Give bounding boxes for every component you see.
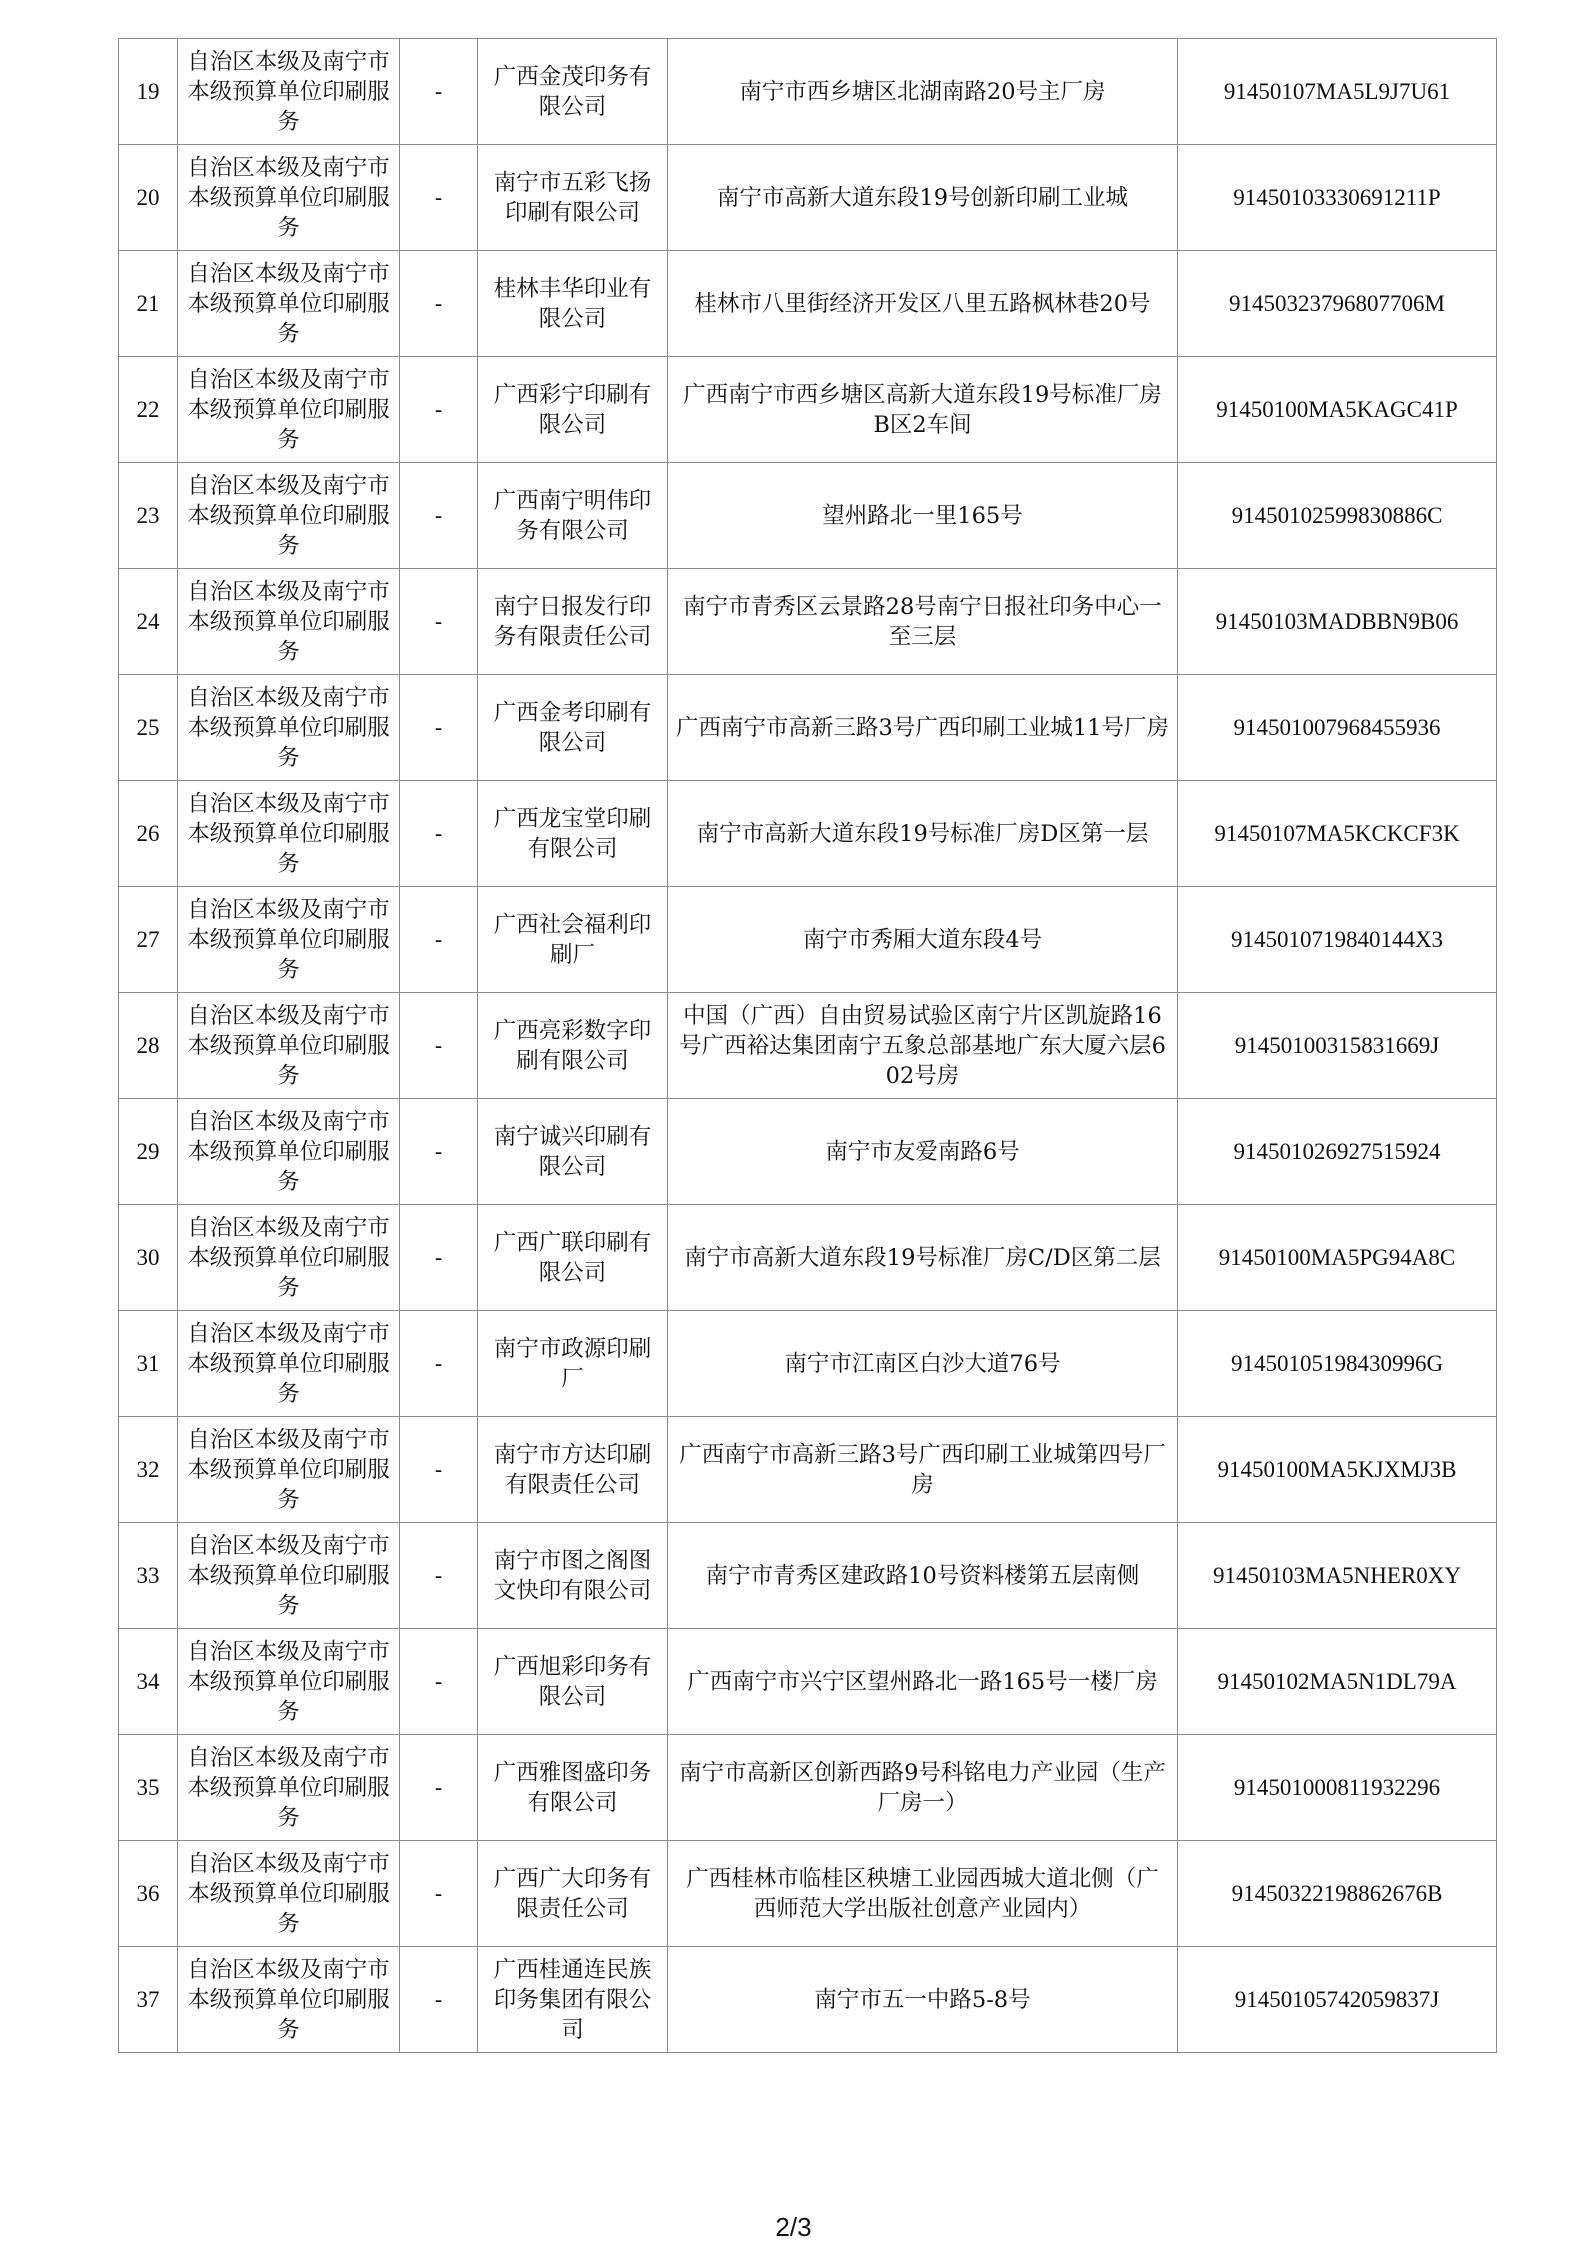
cell-address: 中国（广西）自由贸易试验区南宁片区凯旋路16号广西裕达集团南宁五象总部基地广东大厦六层602号房 [668, 993, 1178, 1099]
cell-credit-code: 91450100MA5PG94A8C [1178, 1205, 1497, 1311]
cell-subitem: - [400, 1099, 478, 1205]
cell-supplier-name: 南宁诚兴印刷有限公司 [478, 1099, 668, 1205]
cell-supplier-name: 南宁市图之阁图文快印有限公司 [478, 1523, 668, 1629]
cell-credit-code: 914501000811932296 [1178, 1735, 1497, 1841]
cell-seq-number: 31 [119, 1311, 178, 1417]
cell-credit-code: 91450103330691211P [1178, 145, 1497, 251]
cell-project-name: 自治区本级及南宁市本级预算单位印刷服务 [178, 887, 400, 993]
cell-seq-number: 24 [119, 569, 178, 675]
cell-credit-code: 914501007968455936 [1178, 675, 1497, 781]
cell-seq-number: 30 [119, 1205, 178, 1311]
supplier-table-body [119, 39, 1497, 2053]
cell-project-name: 自治区本级及南宁市本级预算单位印刷服务 [178, 569, 400, 675]
cell-project-name: 自治区本级及南宁市本级预算单位印刷服务 [178, 39, 400, 145]
cell-seq-number: 28 [119, 993, 178, 1099]
cell-credit-code: 91450323796807706M [1178, 251, 1497, 357]
supplier-table [118, 38, 1497, 2053]
cell-supplier-name: 广西亮彩数字印刷有限公司 [478, 993, 668, 1099]
cell-supplier-name: 南宁市政源印刷厂 [478, 1311, 668, 1417]
cell-credit-code: 91450100MA5KAGC41P [1178, 357, 1497, 463]
cell-project-name: 自治区本级及南宁市本级预算单位印刷服务 [178, 993, 400, 1099]
cell-address: 广西南宁市高新三路3号广西印刷工业城11号厂房 [668, 675, 1178, 781]
cell-subitem: - [400, 1735, 478, 1841]
cell-address: 桂林市八里街经济开发区八里五路枫林巷20号 [668, 251, 1178, 357]
cell-project-name: 自治区本级及南宁市本级预算单位印刷服务 [178, 1417, 400, 1523]
cell-subitem: - [400, 1417, 478, 1523]
table-row [119, 1735, 1497, 1841]
cell-subitem: - [400, 1205, 478, 1311]
cell-seq-number: 19 [119, 39, 178, 145]
table-row [119, 39, 1497, 145]
table-row [119, 1205, 1497, 1311]
cell-credit-code: 91450102599830886C [1178, 463, 1497, 569]
cell-supplier-name: 桂林丰华印业有限公司 [478, 251, 668, 357]
cell-address: 南宁市西乡塘区北湖南路20号主厂房 [668, 39, 1178, 145]
cell-seq-number: 23 [119, 463, 178, 569]
cell-project-name: 自治区本级及南宁市本级预算单位印刷服务 [178, 145, 400, 251]
cell-subitem: - [400, 251, 478, 357]
cell-credit-code: 9145010719840144X3 [1178, 887, 1497, 993]
cell-address: 广西桂林市临桂区秧塘工业园西城大道北侧（广西师范大学出版社创意产业园内） [668, 1841, 1178, 1947]
cell-project-name: 自治区本级及南宁市本级预算单位印刷服务 [178, 1735, 400, 1841]
cell-subitem: - [400, 1311, 478, 1417]
table-row [119, 1629, 1497, 1735]
cell-seq-number: 37 [119, 1947, 178, 2053]
cell-subitem: - [400, 357, 478, 463]
cell-credit-code: 91450100315831669J [1178, 993, 1497, 1099]
cell-supplier-name: 广西桂通连民族印务集团有限公司 [478, 1947, 668, 2053]
cell-address: 南宁市秀厢大道东段4号 [668, 887, 1178, 993]
table-row [119, 781, 1497, 887]
page-number: 2/3 [775, 2212, 812, 2242]
table-row [119, 1311, 1497, 1417]
cell-address: 南宁市高新大道东段19号标准厂房C/D区第二层 [668, 1205, 1178, 1311]
cell-supplier-name: 广西南宁明伟印务有限公司 [478, 463, 668, 569]
cell-address: 南宁市江南区白沙大道76号 [668, 1311, 1178, 1417]
cell-seq-number: 35 [119, 1735, 178, 1841]
cell-address: 南宁市高新大道东段19号创新印刷工业城 [668, 145, 1178, 251]
cell-project-name: 自治区本级及南宁市本级预算单位印刷服务 [178, 1099, 400, 1205]
cell-subitem: - [400, 1523, 478, 1629]
cell-supplier-name: 南宁市方达印刷有限责任公司 [478, 1417, 668, 1523]
table-row [119, 1947, 1497, 2053]
table-row [119, 569, 1497, 675]
cell-address: 南宁市青秀区云景路28号南宁日报社印务中心一至三层 [668, 569, 1178, 675]
cell-project-name: 自治区本级及南宁市本级预算单位印刷服务 [178, 1311, 400, 1417]
cell-seq-number: 21 [119, 251, 178, 357]
cell-subitem: - [400, 569, 478, 675]
cell-seq-number: 27 [119, 887, 178, 993]
cell-credit-code: 91450103MA5NHER0XY [1178, 1523, 1497, 1629]
cell-supplier-name: 南宁日报发行印务有限责任公司 [478, 569, 668, 675]
table-row [119, 887, 1497, 993]
cell-subitem: - [400, 39, 478, 145]
cell-credit-code: 91450105742059837J [1178, 1947, 1497, 2053]
cell-seq-number: 32 [119, 1417, 178, 1523]
cell-seq-number: 26 [119, 781, 178, 887]
cell-subitem: - [400, 1947, 478, 2053]
cell-credit-code: 91450100MA5KJXMJ3B [1178, 1417, 1497, 1523]
cell-credit-code: 91450322198862676B [1178, 1841, 1497, 1947]
table-row [119, 463, 1497, 569]
cell-credit-code: 91450107MA5L9J7U61 [1178, 39, 1497, 145]
cell-subitem: - [400, 781, 478, 887]
cell-seq-number: 25 [119, 675, 178, 781]
cell-seq-number: 20 [119, 145, 178, 251]
cell-address: 广西南宁市高新三路3号广西印刷工业城第四号厂房 [668, 1417, 1178, 1523]
cell-supplier-name: 广西金茂印务有限公司 [478, 39, 668, 145]
table-row [119, 1099, 1497, 1205]
cell-address: 南宁市五一中路5-8号 [668, 1947, 1178, 2053]
table-row [119, 1417, 1497, 1523]
cell-supplier-name: 广西龙宝堂印刷有限公司 [478, 781, 668, 887]
cell-address: 南宁市高新大道东段19号标准厂房D区第一层 [668, 781, 1178, 887]
table-row [119, 145, 1497, 251]
cell-credit-code: 91450103MADBBN9B06 [1178, 569, 1497, 675]
cell-seq-number: 33 [119, 1523, 178, 1629]
cell-address: 南宁市青秀区建政路10号资料楼第五层南侧 [668, 1523, 1178, 1629]
cell-project-name: 自治区本级及南宁市本级预算单位印刷服务 [178, 781, 400, 887]
table-row [119, 993, 1497, 1099]
cell-seq-number: 36 [119, 1841, 178, 1947]
cell-seq-number: 34 [119, 1629, 178, 1735]
cell-project-name: 自治区本级及南宁市本级预算单位印刷服务 [178, 1205, 400, 1311]
cell-subitem: - [400, 1841, 478, 1947]
cell-address: 广西南宁市西乡塘区高新大道东段19号标准厂房B区2车间 [668, 357, 1178, 463]
cell-supplier-name: 广西社会福利印刷厂 [478, 887, 668, 993]
cell-seq-number: 29 [119, 1099, 178, 1205]
cell-address: 南宁市友爱南路6号 [668, 1099, 1178, 1205]
cell-credit-code: 914501026927515924 [1178, 1099, 1497, 1205]
cell-project-name: 自治区本级及南宁市本级预算单位印刷服务 [178, 1947, 400, 2053]
cell-project-name: 自治区本级及南宁市本级预算单位印刷服务 [178, 675, 400, 781]
cell-subitem: - [400, 675, 478, 781]
cell-project-name: 自治区本级及南宁市本级预算单位印刷服务 [178, 1523, 400, 1629]
cell-subitem: - [400, 463, 478, 569]
cell-supplier-name: 广西广大印务有限责任公司 [478, 1841, 668, 1947]
cell-project-name: 自治区本级及南宁市本级预算单位印刷服务 [178, 1841, 400, 1947]
cell-supplier-name: 广西雅图盛印务有限公司 [478, 1735, 668, 1841]
cell-address: 望州路北一里165号 [668, 463, 1178, 569]
cell-supplier-name: 广西金考印刷有限公司 [478, 675, 668, 781]
cell-subitem: - [400, 1629, 478, 1735]
cell-subitem: - [400, 887, 478, 993]
cell-credit-code: 91450107MA5KCKCF3K [1178, 781, 1497, 887]
cell-subitem: - [400, 145, 478, 251]
table-row [119, 357, 1497, 463]
cell-project-name: 自治区本级及南宁市本级预算单位印刷服务 [178, 1629, 400, 1735]
cell-supplier-name: 广西彩宁印刷有限公司 [478, 357, 668, 463]
cell-seq-number: 22 [119, 357, 178, 463]
cell-project-name: 自治区本级及南宁市本级预算单位印刷服务 [178, 357, 400, 463]
table-row [119, 1523, 1497, 1629]
cell-supplier-name: 广西旭彩印务有限公司 [478, 1629, 668, 1735]
cell-project-name: 自治区本级及南宁市本级预算单位印刷服务 [178, 251, 400, 357]
cell-subitem: - [400, 993, 478, 1099]
table-row [119, 1841, 1497, 1947]
cell-credit-code: 91450105198430996G [1178, 1311, 1497, 1417]
table-row [119, 675, 1497, 781]
table-row [119, 251, 1497, 357]
cell-supplier-name: 南宁市五彩飞扬印刷有限公司 [478, 145, 668, 251]
cell-credit-code: 91450102MA5N1DL79A [1178, 1629, 1497, 1735]
cell-address: 广西南宁市兴宁区望州路北一路165号一楼厂房 [668, 1629, 1178, 1735]
cell-address: 南宁市高新区创新西路9号科铭电力产业园（生产厂房一） [668, 1735, 1178, 1841]
cell-supplier-name: 广西广联印刷有限公司 [478, 1205, 668, 1311]
cell-project-name: 自治区本级及南宁市本级预算单位印刷服务 [178, 463, 400, 569]
